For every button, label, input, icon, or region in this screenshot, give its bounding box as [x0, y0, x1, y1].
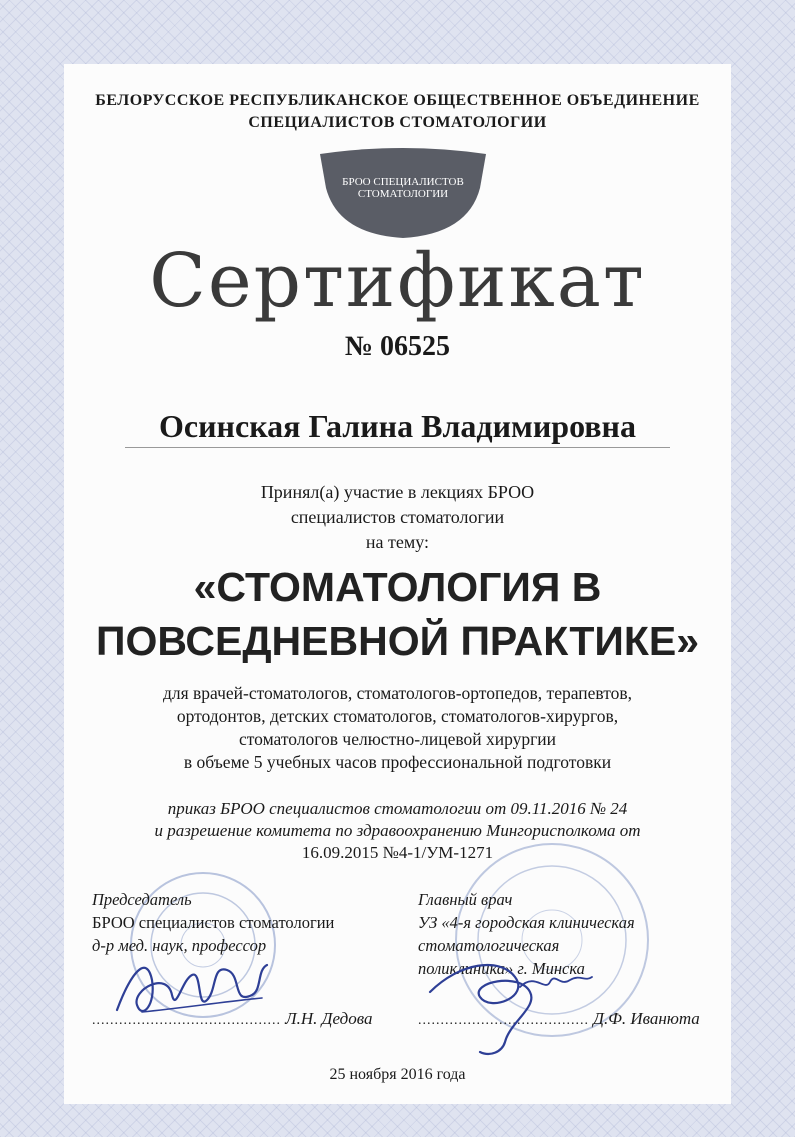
chief-doctor-role: Главный врач: [418, 890, 513, 909]
certificate-number: № 06525: [344, 331, 451, 362]
participation-text: [0, 480, 795, 555]
lecture-topic: [0, 560, 795, 668]
recipient-underline: [125, 447, 670, 448]
chairman-name: Л.Н. Дедова: [285, 1009, 373, 1028]
logo-text-line-1: БРОО СПЕЦИАЛИСТОВ: [342, 176, 464, 188]
chief-doctor-org-line-1: УЗ «4-я городская клиническая: [418, 913, 635, 932]
chairman-role: Председатель: [92, 890, 192, 909]
organization-line-2: СПЕЦИАЛИСТОВ СТОМАТОЛОГИИ: [248, 114, 547, 131]
organization-line-1: БЕЛОРУССКОЕ РЕСПУБЛИКАНСКОЕ ОБЩЕСТВЕННОЕ ОБЪЕДИНЕНИЕ: [95, 92, 700, 109]
intro-line-3: на тему:: [365, 532, 430, 552]
topic-line-1: «СТОМАТОЛОГИЯ В: [193, 564, 602, 610]
recipient-name: Осинская Галина Владимировна: [159, 408, 636, 444]
intro-line-2: специалистов стоматологии: [290, 507, 505, 527]
chief-doctor-name: Д.Ф. Иванюта: [593, 1009, 700, 1028]
order-line-2: и разрешение комитета по здравоохранению Мингорисполкома от: [154, 821, 641, 840]
issue-date: 25 ноября 2016 года: [329, 1066, 466, 1083]
chairman-organization: БРОО специалистов стоматологии: [92, 913, 335, 932]
certificate-title: Сертификат: [149, 238, 646, 324]
order-line-1: приказ БРОО специалистов стоматологии от 09.11.2016 № 24: [167, 799, 628, 818]
chief-doctor-signature-line: ......................................: [418, 1013, 589, 1028]
chairman-signature: [112, 950, 272, 1030]
intro-line-1: Принял(а) участие в лекциях БРОО: [260, 482, 535, 502]
chief-doctor-org-line-3: поликлиника» г. Минска: [418, 959, 585, 978]
organization-header: [0, 90, 795, 134]
organization-logo: [318, 148, 488, 240]
audience-line-3: стоматологов челюстно-лицевой хирургии: [238, 729, 557, 749]
chief-doctor-org-line-2: стоматологическая: [418, 936, 560, 955]
topic-line-2: ПОВСЕДНЕВНОЙ ПРАКТИКЕ»: [95, 618, 700, 664]
audience-line-4: в объеме 5 учебных часов профессиональной подготовки: [183, 752, 612, 772]
logo-text-line-2: СТОМАТОЛОГИИ: [357, 188, 449, 200]
audience-line-2: ортодонтов, детских стоматологов, стоматологов-хирургов,: [176, 706, 619, 726]
chief-doctor-signature: [420, 952, 600, 1062]
chairman-signature-line: ..........................................: [92, 1013, 281, 1028]
audience-text: [0, 682, 795, 774]
order-reference: [0, 798, 795, 864]
order-line-3: 16.09.2015 №4-1/УМ-1271: [301, 843, 494, 862]
logo-text: [318, 176, 488, 200]
audience-line-1: для врачей-стоматологов, стоматологов-ортопедов, терапевтов,: [162, 683, 633, 703]
chairman-degree: д-р мед. наук, профессор: [92, 936, 267, 955]
